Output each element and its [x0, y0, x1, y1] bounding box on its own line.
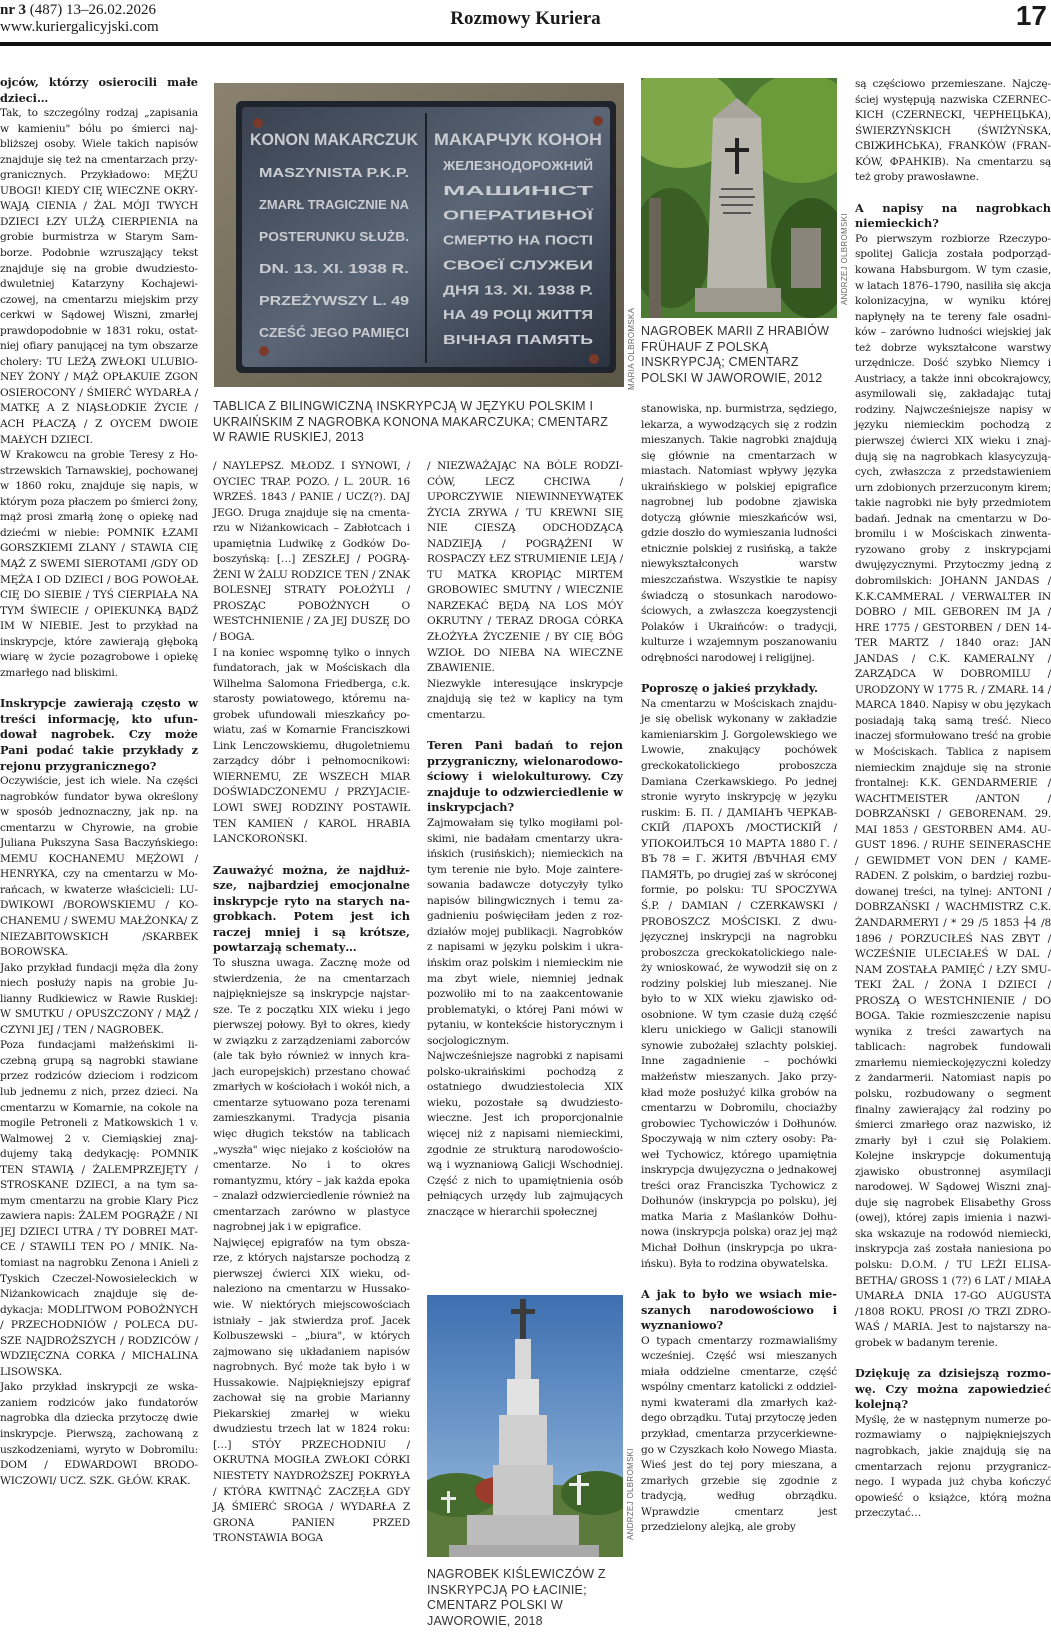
plaque-inscription-line: СМЕРТЮ НА ПОСТІ [443, 232, 593, 248]
article-paragraph: Zajmowałam się tylko mogiłami polskimi, nie badałam cmentarzy ukraińskich (rusińskich); niemieckich na tym terenie nie było. Moje zainteresowania badawcze dotyczyły tylko napisów bilingwicznych i temu zagadnieniu poświęciłam jeden z rozdziałów mojej publikacji. Nagrobków z napisami w języku polskim i ukraińskim oraz polskim i niemieckim nie ma zbyt wiele, niemniej jednak pozwoliło mi to na zaakcentowanie problematyki, o której Pani mówi w pytaniu, w kontekście historycznym i socjologicznym. [427, 817, 623, 1047]
article-column-1 [0, 75, 198, 1489]
interview-question: Dziękuję za dzisiejszą rozmowę. Czy można zapowiedzieć kolejną? [855, 1366, 1051, 1412]
plaque-inscription-line: KONON MAKARCZUK [250, 130, 419, 149]
plaque-inscription-line: ДНЯ 13. ХІ. 1938 Р. [443, 282, 593, 298]
article-column-4 [641, 402, 837, 1536]
article-paragraph: Po pierwszym rozbiorze Rzeczypospolitej Galicja została podporządkowana Habsburgom. W tym czasie, w latach 1876–1790, nasiliła się akcja kolonizacyjna, w wyniku której napłynęły na te tereny fale osadników – zarówno ludności wiejskiej jak też dobrze wykształcone warstwy urzędnicze. Dość szybko Niemcy i Austriacy, a także inni obcokrajowcy, asymilowali się, zakładając tutaj rodziny. Najwcześniejsze napisy w języku niemieckim pochodzą z pierwszej ćwierci XIX wieku i znajdują się na nagrobkach klasycyzujących, zwłaszcza z przedstawieniem urn zdobionych przerzuconym kirem; takie nagrobki nie były przedmiotem badań. Jednak na cmentarzu w Dobromilu i w Mościskach zinwentaryzowano groby z inskrypcjami dwujęzycznymi. Przytoczmy jedną z dobromilskich: JOHANN JANDAS / K.K.CAMMERAL / VERWALTER IN DOBRO / MIL GEBOREN IM JA / HRE 1775 / GESTORBEN / DEN 14-TER MARTZ / 1840 oraz: JAN JANDAS / C.K. KAMERALNY / ZARZĄDCA W DOBROMILU / URODZONY W 1775 R. / ZMARŁ 14 / MARCA 1840. Napisy w obu językach posiadają taką samą treść. Nieco inaczej sformułowano treść na grobie w Mościskach. Tablica z napisem niemieckim znajduje się na stronie frontalnej: K.K. GENDARMERIE / WACHTMEISTER /ANTON / DOBRZAŃSKI / GEBORENAM. 29. MAI 1853 / GESTORBEN AM4. AUGUST 1896. / RUHE SEINERASCHE / GEWIDMET VON DEN / KAMERADEN. Z polskim, o bardziej rozbudowanej treści, na tylnej: ANTONI / DOBRZAŃSKI / WACHMISTRZ C.K. ŻANDARMERYI / * 29 /5 1853 ┼4 /8 1896 / PORZUCIŁEŚ NAS ZBYT / WCZEŚNIE ULECIAŁEŚ W DAL / NAM ZOSTAŁA PAMIĘĆ / ŁZY SMUTEKI ŻAL / ŻONA I DZIECI / PROSZĄ O WESTCHNIENIE / DO BOGA. Takie rozmieszczenie napisu wynika z treści zawartych na tablicach: nagrobek fundowali zmarłemu niemieckojęzyczni koledzy z żandarmerii. Natomiast napis po polsku, rozbudowany o segment finalny zawierający żal rodziny po śmierci zmarłego oraz nazwisko, iż zmarły był i czuł się Polakiem. Kolejne inskrypcje dokumentują zjawisko obustronnej asymilacji narodowej. W Sądowej Wiszni znajduje się nagrobek Elisabethy Gross (owej), której zapis imienia i nazwiska wskazuje na rodowód niemiecki, inskrypcja zaś została naniesiona po polsku: D.O.M. / TU LEŻI ELISABETHA/ GROSS 1 (7?) 6 LAT / MIAŁA UMARŁA DNIA 17-GO AUGUSTA /1808 ROKU. PROSI /O TRZI ZDROWAŚ / MARIA. Jest to najstarszy nagrobek w badanym terenie. [855, 232, 1051, 1349]
interview-question: A jak to było we wsiach mieszanych narodowościowo i wyznaniowo? [641, 1287, 837, 1333]
interview-question: ojców, którzy osierocili małe dzieci… [0, 75, 198, 105]
article-paragraph: Myślę, że w następnym numerze porozmawiamy o najpiękniejszych nagrobkach, jakie znajdują się na cmentarzach rejonu przygranicznego. I wypada już chyba kończyć opowieść o książce, którą można przeczytać… [855, 1413, 1051, 1520]
website-link[interactable]: www.kuriergalicyjski.com [0, 19, 159, 35]
article-paragraph: I na koniec wspomnę tylko o innych fundatorach, jak w Mościskach dla Wilhelma Salomona Friedberga, c.k. starosty powiatowego, któremu nagrobek ufundowali mieszkańcy powiatu, zaś w Komarnie Franciszkowi Link Lenczowskiemu, długoletniemu zarządcy dóbr i pełnomocnikowi: WIERNEMU, ZE WSZECH MIAR DOŚWIADCZONEMU / PRZYJACIELOWI SWEJ RODZINY POSTAWIŁ TEN KAMIEŃ / KAROL HRABIA LANCKOROŃSKI. [213, 646, 410, 846]
article-paragraph: / NIEZWAŻAJĄC NA BÓLE RODZICÓW, LECZ CHCIWA / UPORCZYWIE NIEWINNEYWĄTEK ŻYCIA ZRYWA / TU KREWNI SIĘ NIE CIESZĄ ODCHODZĄCĄ NADZIEJĄ / POGRĄŻENI W ROSPACZY ŁEZ STRUMIENIE LEJĄ / TU MATKA KROPIĄC MIRTEM GROBOWIEC SMUTNY / WIECZNIE NARZEKAĆ BĘDĄ NA LOS MÓY OKRUTNY / TERAZ DROGA CÓRKA ZŁOŻYŁA ŻYCZENIE / BY CIĘ BÓG WZIOŁ DO NIEBA NA WIECZNE ZBAWIENIE. [427, 460, 623, 675]
article-paragraph: Tak, to szczególny rodzaj „zapisania w kamieniu" bólu po śmierci najbliższej osoby. Wiele takich napisów znajduje się też na cmentarzach przygranicznych. Przykładowo: MĘŻU UBOGI! KIEDY CIĘ WIECZNE OKRYWAJĄ CIENIA / ŻAL MÓJI TWYCH DZIECI ŁZY ULŻĄ CIERPIENIA na grobie burmistrza w Starym Samborze. Podobnie wzruszający tekst znajduje się na grobie dwudziestodwuletniej Katarzyny Kochajewiczowej, na cmentarzu miejskim przy cerkwi w Sądowej Wiszni, zmarłej prawdopodobnie w 1831 roku, ostatniej ofiary panującej na tym obszarze cholery: TU LEŻĄ ZWŁOKI ULUBIONEY ŻONY / MĄŻ OPŁAKUIE ZGON OSIEROCONY / ŚMIERĆ WYDARŁA / MATKĘ A Z NIĄSŁODKIE ŻYCIE / ACH PŁACZĄ / Z OYCEM DWOIE MAŁYCH DZIECI. [0, 107, 198, 446]
plaque-inscription-line: ОПЕРАТИВНОЇ [443, 207, 594, 223]
article-paragraph: To słuszna uwaga. Zacznę może od stwierdzenia, że na cmentarzach najpiękniejsze są inskrypcje najstarsze. Te z początku XIX wieku i jego pierwszej połowy. Był to okres, kiedy w związku z zarządzeniami zaborców (ale tak było również w innych krajach europejskich) przestano chować zmarłych w kościołach i wokół nich, a cmentarze sytuowano poza terenami zamieszkanymi. Tradycja pisania więc długich tekstów na tablicach „wyszła" więc niejako z kościołów na cmentarze. No i to okres romantyzmu, który – jak każda epoka – znalazł odzwierciedlenie również na cmentarzach zarówno w plastyce nagrobnej jak i w epigrafice. [213, 956, 410, 1234]
plaque-inscription-line: МАШИНІСТ [443, 182, 594, 198]
article-paragraph: Poza fundacjami małżeńskimi liczebną grupą są nagrobki stawiane przez rodziców dzieciom i rodzicom lub jednemu z nich, przez dzieci. Na cmentarzu w Komarnie, na cokole na mogile Petroneli z Matkowskich 1 v. Walmowej 2 v. Ciemiąskiej znajdujemy taką dedykację: POMNIK TEN STAWIĄ / ŻALEMPRZEJĘTY / STROSKANE DZIECI, a na tym samym cmentarzu na grobie Klary Picz zawiera napis: ŻALEM POGRĄŻE / NI JEJ DZIECI UTRA / TY DOBREI MATCE / STAWILI TEN PO / MNIK. Natomiast na nagrobku Zenona i Anieli z Tyskich Czeczel-Nowosieleckich w Niżankowicach znajduje się dedykacja: MODLITWOM POBOŻNYCH / PRZECHODNIÓW / POLECA DUSZE NAJDROŻSZYCH / RODZICÓW / WDZIĘCZNA CORKA / MICHALINA LISOWSKA. [0, 1039, 198, 1378]
plaque-inscription-line: ВІЧНАЯ ПАМЯТЬ [443, 332, 593, 348]
header-rule [0, 42, 1051, 46]
page-header [0, 0, 1051, 46]
plaque-inscription-line: DN. 13. XI. 1938 R. [259, 261, 409, 276]
plaque-inscription-line: ZMARŁ TRAGICZNIE NA [259, 197, 410, 212]
article-paragraph: Jako przykład inskrypcji ze wskazaniem rodziców jako fundatorów nagrobka dla dziecka przytoczę dwie inskrypcje. Pierwszą, zachowaną z uszkodzeniami, wyryto w Dobromilu: DOM / EDWARDOWI BRODOWICZOWI/ UCZ. SZK. GŁÓW. KRAK. [0, 1381, 198, 1487]
plaque-inscription-line: PRZEŻYWSZY L. 49 [259, 293, 409, 308]
section-title: Rozmowy Kuriera [450, 8, 601, 29]
interview-question: Teren Pani badań to rejon przygraniczny, wielonarodowościowy i wielokulturowy. Czy znajduje to odzwierciedlenie w inskrypcjach? [427, 738, 623, 815]
fruhauf-grave-image [641, 78, 837, 318]
article-paragraph: Niezwykle interesujące inskrypcje znajdują się też w kaplicy na tym cmentarzu. [427, 677, 623, 721]
photo-credit-kislewicz: ANDRZEJ OLBROMSKI [626, 1448, 635, 1540]
kislewicz-caption: NAGROBEK KIŚLEWICZÓW Z INSKRYPCJĄ PO ŁACINIE; CMENTARZ POLSKI W JAWOROWIE, 2018 [427, 1567, 606, 1628]
kislewicz-grave-image [427, 1295, 623, 1557]
issue-dates: (487) 13–26.02.2026 [29, 2, 156, 18]
fruhauf-photo [641, 78, 837, 318]
photo-credit-andrzej: ANDRZEJ OLBROMSKI [840, 213, 849, 305]
issue-number: nr 3 [0, 2, 26, 18]
interview-question: Inskrypcje zawierają często w treści informację, kto ufundował nagrobek. Czy może Pani podać takie przykłady z rejonu przygranicznego? [0, 696, 198, 773]
fruhauf-caption: NAGROBEK MARII Z HRABIÓW FRÜHAUF Z POLSKĄ INSKRYPCJĄ; CMENTARZ POLSKI W JAWOROWIE, 2012 [641, 324, 830, 385]
plaque-caption: TABLICA Z BILINGWICZNĄ INSKRYPCJĄ W JĘZYKU POLSKIM I UKRAIŃSKIM Z NAGROBKA KONONA MAKARCZUKA; CMENTARZ W RAWIE RUSKIEJ, 2013 [213, 399, 609, 444]
page-number: 17 [1015, 0, 1047, 31]
article-paragraph: O typach cmentarzy rozmawialiśmy wcześniej. Część wsi mieszanych miała oddzielne cmentarze, część wspólny cmentarz katolicki z oddzielnymi kwaterami dla zmarłych każdego obrządku. Tutaj przytoczę jeden przykład, cmentarza przycerkiewnego w Czyszkach koło Nowego Miasta. Wieś jest do tej pory mieszana, a zmarłych grzebie się zgodnie z tradycją, według obrządku. Wprawdzie cmentarz jest przedzielony alejką, ale groby [641, 1334, 837, 1534]
article-column-5 [855, 77, 1051, 1522]
article-paragraph: Najwcześniejsze nagrobki z napisami polsko-ukraińskimi pochodzą z ostatniego dwudziestolecia XIX wieku, pozostałe są dwudziestowieczne. Jest ich proporcjonalnie więcej niż z napisami niemieckimi, zgodnie ze strukturą narodowościową i wyznaniową Galicji Wschodniej. Część z nich to upamiętnienia osób pełniących urzędy lub zajmujących znaczące w hierarchii społecznej [427, 1050, 623, 1218]
article-paragraph: stanowiska, np. burmistrza, sędziego, lekarza, a wywodzących się z rodzin mieszanych. Takie nagrobki znajdują się głównie na cmentarzach w miastach. Natomiast wpływy języka ukraińskiego w polskiej epigrafice nagrobnej lub podobne zjawiska dotyczą głównie mieszkańców wsi, gdzie doszło do wymieszania ludności etnicznie polskiej z rusińską, a także niewykształconych warstw mieszczaństwa. Wszystkie te napisy świadczą o stosunkach narodowościowych, a zwłaszcza koegzystencji Polaków i Ukraińców: o tradycji, kulturze i wzajemnym poszanowaniu odrębności narodowej i religijnej. [641, 403, 837, 664]
article-column-3 [427, 459, 623, 1220]
plaque-inscription-line: ЖЕЛЕЗНОДОРОЖНИЙ [441, 157, 593, 173]
plaque-inscription-line: НА 49 РОЦІ ЖИТТЯ [443, 307, 593, 323]
plaque-inscription-line: CZEŚĆ JEGO PAMIĘCI [259, 325, 409, 340]
article-paragraph: W Krakowcu na grobie Teresy z Hostrzewskich Tarnawskiej, pochowanej w 1860 roku, znajduje się napis, w którym poza płaczem po śmierci żony, mąż prosi zmarłą żonę o opiekę nad dziećmi w niebie: POMNIK ŁZAMI GORSZKIEMI ZLANY / STAWIA CIĘ MĄŻ Z SWEMI SIEROTAMI /GDY OD MĘŻA I OD DZIECI / BOG POWOŁAŁ CIĘ DO SIEBIE / TYŚ CIERPIAŁA NA TYM ŚWIECIE / OPIEKUNKĄ BĄDŹ IM W NIEBIE. Jest to przykład na inskrypcje, które zawierają głęboką wiarę w życie pozagrobowe i opiekę zmarłego nad bliskimi. [0, 449, 198, 679]
article-paragraph: / NAYLEPSZ. MŁODZ. I SYNOWI, / OYCIEC TRAP. POZO. / L. 20UR. 16 WRZEŚ. 1843 / PANIE / UCZ(?). DAJ JEGO. Druga znajduje się na cmentarzu w Niżankowicach – Zabłotcach i upamiętnia Ludwikę z Godków Doboszyńską: […] ZESZŁEJ / POGRĄŻENI W ŻALU RODZICE TEN / ZNAK BOLESNEJ STRATY POŁOŻYLI / PROSZĄC POBOŻNYCH O WESTCHNIENIE / ZA JEJ DUSZĘ DO / BOGA. [213, 460, 410, 644]
interview-question: A napisy na nagrobkach niemieckich? [855, 200, 1051, 231]
article-paragraph: Jako przykład fundacji męża dla żony niech posłuży napis na grobie Julianny Rudkiewicz w Rawie Ruskiej: W SMUTKU / OPUSZCZONY / MĄŻ / CZYNI JEJ / TEN / NAGROBEK. [0, 961, 198, 1036]
plaque-inscription-line: МАКАРЧУК КОНОН [434, 130, 602, 149]
interview-question: Poproszę o jakieś przykłady. [641, 681, 818, 696]
article-paragraph: są częściowo przemieszane. Najczęściej występują nazwiska CZERNECKICH (CZERNECKI, ЧЕРНЕЦЬКА), ŚWIERZYŃSKICH (ŚWIŻYŃSKA, СВІЖИНСЬКА), FRANKÓW (FRANKÓW, ФРАНКІВ). Na cmentarzu są też groby prawosławne. [855, 78, 1051, 184]
article-paragraph: Najwięcej epigrafów na tym obszarze, z których najstarsze pochodzą z pierwszej ćwierci XIX wieku, odnaleziono na cmentarzu w Hussakowie. W niektórych miejscowościach istniały – jak stwierdza prof. Jacek Kolbuszewski – „biura", w których zajmowano się układaniem napisów nagrobnych. Być może tak było i w Hussakowie. Najpiękniejszy epigraf zachował się na grobie Marianny Piekarskiej zmarłej w wieku dwudziestu trzech lat w 1824 roku: […] STÓY PRZECHODNIU / OKRUTNA MOGIŁA ZWŁOKI CÓRKI NIESTETY NAYDROŻSZEJ POKRYŁA / KTÓRA KWITNĄĆ ZACZĘŁA GDY JĄ ŚMIERĆ SROGA / WYDARŁA Z GRONA PANIEN PRZED TRONSTAWIA BOGA [213, 1236, 410, 1545]
kislewicz-photo [427, 1295, 623, 1557]
article-column-2 [213, 459, 410, 1547]
photo-credit-maria: MARIA OLBROMSKA [627, 307, 636, 390]
plaque-inscription-line: СВОЄЇ СЛУЖБИ [443, 257, 593, 273]
plaque-inscription-line: MASZYNISTA P.K.P. [259, 165, 409, 180]
article-paragraph: Na cmentarzu w Mościskach znajduje się obelisk wykonany w zakładzie kamieniarskim J. Gorgolewskiego we Lwowie, znakujący pochówek greckokatolickiego proboszcza Damiana Czerkawskiego. Po jednej stronie wyryto inskrypcję w języku ruskim: Б. П. / ДАМІАНЪ ЧЕРКАВСКІЙ /ПАРОХЪ /МОСТИСКІЙ / УПОКОИЛЪСЯ 10 МАРТА 1880 Г. / ВЪ 78 = Г. ЖИТЯ /ВѢЧНАЯ ЄМУ ПАМЯТЬ, po drugiej zaś w skróconej formie, po polsku: TU SPOCZYWA Ś.P. / DAMIAN / CZERKAWSKI / PROBOSZCZ MOŚCISKI. Z dwujęzycznej inskrypcji na nagrobku proboszcza greckokatolickiego należy wnioskować, że wywodził się on z rodziny polskiej lub mieszanej. Nie było to w XIX wieku zjawisko odosobnione. W tym czasie dużą część kleru unickiego w Galicji stanowili synowie zubożałej szlachty polskiej. Inne zagadnienie – pochówki małżeństw mieszanych. Jako przykład może posłużyć kilka grobów na cmentarzu w Dobromilu, chociażby grobowiec Tychowiczów i Dołhunów. Spoczywają w nim cztery osoby: Paweł Tychowicz, którego upamiętnia inskrypcja dwujęzyczna o jednakowej treści oraz Franciszka Tychowicz z Dołhunów (inskrypcja po polsku), jej matka Maria z Maślanków Dołhunowa (inskrypcja polska) oraz jej mąż Michał Dołhun (inskrypcja po ukraińsku). Była to rodzina obywatelska. [641, 697, 837, 1270]
plaque-photo [214, 83, 624, 387]
interview-question: Zauważyć można, że najdłuższe, najbardziej emocjonalne inskrypcje ryto na starych nagrobkach. Potem jest ich raczej mniej i są krótsze, powtarzają schematy… [213, 862, 410, 955]
plaque-inscription-line: POSTERUNKU SŁUŻB. [259, 229, 409, 244]
plaque-image [214, 83, 624, 387]
article-paragraph: Oczywiście, jest ich wiele. Na części nagrobków fundator bywa określony w sposób jednoznaczny, jak np. na cmentarzu w Chyrowie, na grobie Juliana Pukszyna Sasa Baczyńskiego: MEMU KOCHANEMU MĘŻOWI / HENRYKA, czy na cmentarzu w Morańcach, w kwaterze właścicieli: LUDWIKOWI /BOROWSKIEMU / KOCHANEMU / SWEMU MAŁŻONKA/ Z NIEZABITOWSKICH /SKARBEK BOROWSKA. [0, 775, 198, 959]
